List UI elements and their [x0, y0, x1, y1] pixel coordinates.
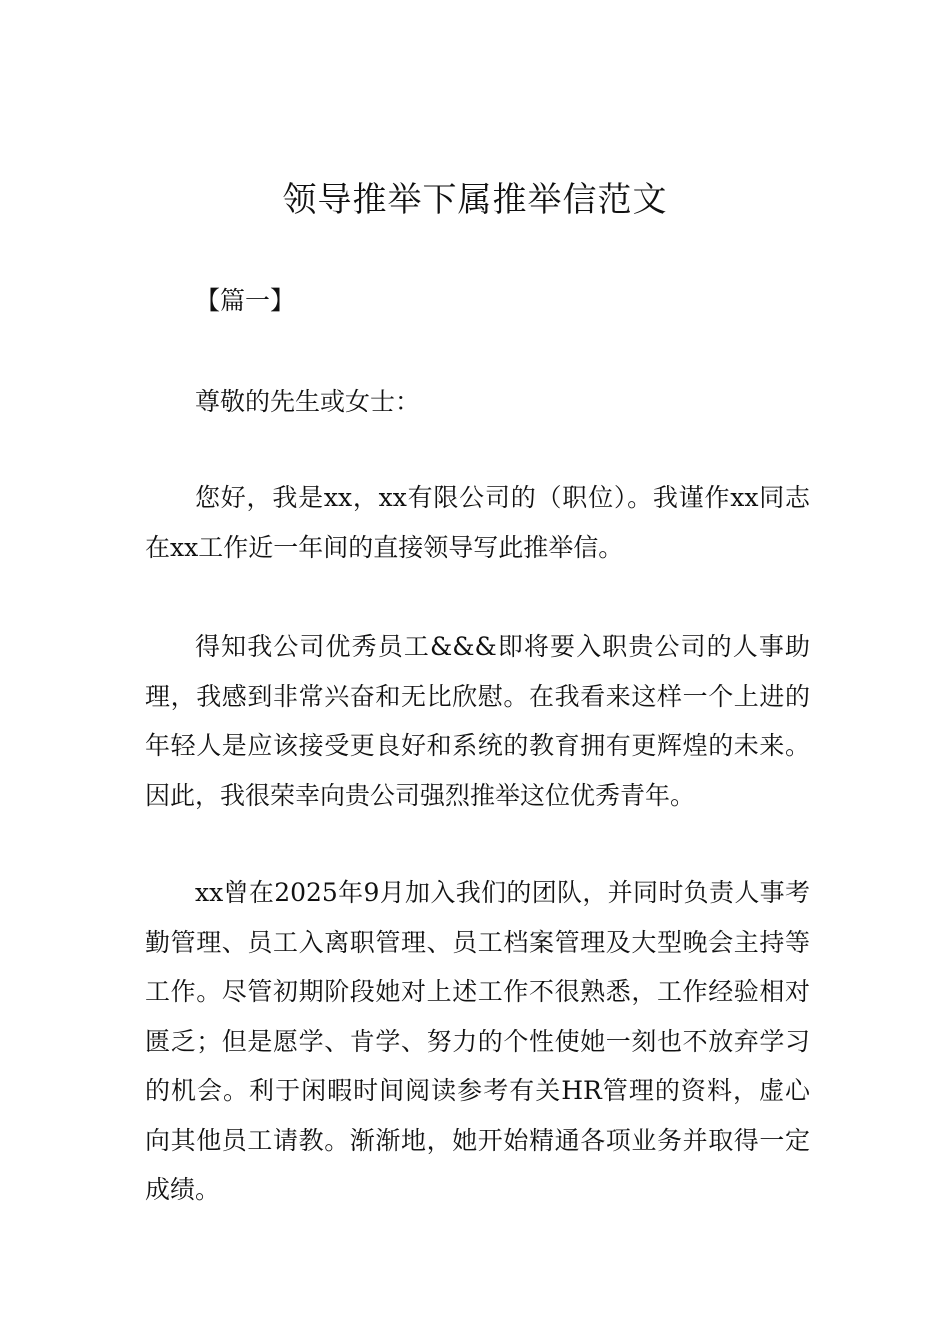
salutation: 尊敬的先生或女士： — [195, 387, 421, 416]
paragraph-work-history: xx曾在2025年9月加入我们的团队，并同时负责人事考勤管理、员工入离职管理、员工档案管理及大型晚会主持等工作。尽管初期阶段她对上述工作不很熟悉，工作经验相对匮乏；但是愿学、肯学、努力的个性使她一刻也不放弃学习的机会。利于闲暇时间阅读参考有关HR管理的资料，虚心向其他员工请教。渐渐地，她开始精通各项业务并取得一定成绩。 — [145, 878, 810, 1204]
paragraph-recommendation: 得知我公司优秀员工&&&即将要入职贵公司的人事助理，我感到非常兴奋和无比欣慰。在我看来这样一个上进的年轻人是应该接受更良好和系统的教育拥有更辉煌的未来。因此，我很荣幸向贵公司强烈推举这位优秀青年。 — [145, 632, 810, 810]
paragraph-intro: 您好，我是xx，xx有限公司的（职位）。我谨作xx同志在xx工作近一年间的直接领导写此推举信。 — [145, 483, 810, 562]
document-title: 领导推举下属推举信范文 — [282, 180, 668, 220]
section-heading: 【篇一】 — [195, 286, 296, 315]
